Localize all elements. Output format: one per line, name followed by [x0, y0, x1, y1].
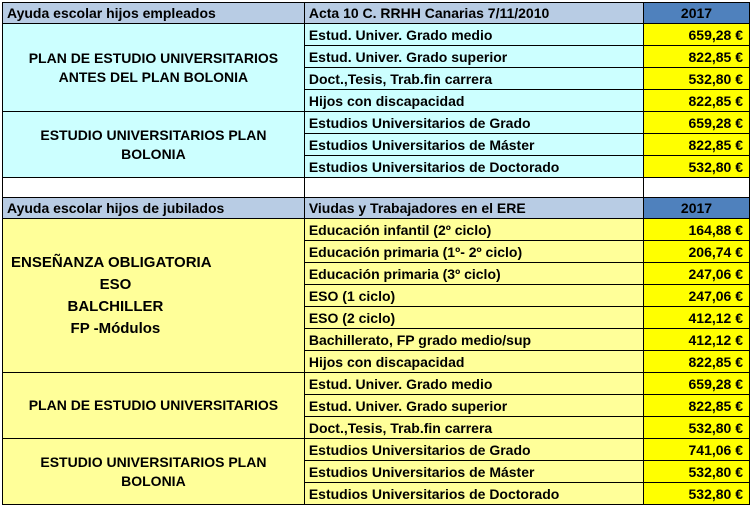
table-row [3, 373, 750, 395]
table-row [3, 24, 750, 46]
row-label[interactable]: ESO (2 ciclo) [304, 307, 643, 329]
row-label[interactable]: Bachillerato, FP grado medio/sup [304, 329, 643, 351]
row-label[interactable]: Estudios Universitarios de Máster [304, 134, 643, 156]
row-label[interactable]: Estud. Univer. Grado superior [304, 395, 643, 417]
row-amount[interactable]: 822,85 € [644, 395, 750, 417]
row-label[interactable]: Estudios Universitarios de Grado [304, 439, 643, 461]
table-row [3, 112, 750, 134]
retirees-subtitle[interactable]: Viudas y Trabajadores en el ERE [304, 198, 643, 219]
retirees-header-row [3, 198, 750, 219]
row-amount[interactable]: 412,12 € [644, 307, 750, 329]
table-row [3, 219, 750, 241]
group-bolonia[interactable]: ESTUDIO UNIVERSITARIOS PLAN BOLONIA [3, 112, 305, 178]
retirees-year[interactable]: 2017 [644, 198, 750, 219]
row-amount[interactable]: 822,85 € [644, 90, 750, 112]
blank-row [3, 178, 750, 198]
row-label[interactable]: Estudios Universitarios de Grado [304, 112, 643, 134]
row-amount[interactable]: 822,85 € [644, 46, 750, 68]
group-line: ESO [99, 275, 132, 293]
row-label[interactable]: Educación infantil (2º ciclo) [304, 219, 643, 241]
retirees-title[interactable]: Ayuda escolar hijos de jubilados [3, 198, 305, 219]
row-amount[interactable]: 822,85 € [644, 351, 750, 373]
spreadsheet [2, 2, 750, 505]
row-amount[interactable]: 206,74 € [644, 241, 750, 263]
row-amount[interactable]: 532,80 € [644, 156, 750, 178]
group-compulsory-education[interactable] [3, 219, 305, 373]
row-label[interactable]: Doct.,Tesis, Trab.fin carrera [304, 68, 643, 90]
blank-cell[interactable] [304, 178, 643, 198]
row-amount[interactable]: 659,28 € [644, 373, 750, 395]
group-line: ENSEÑANZA OBLIGATORIA [11, 253, 212, 271]
row-label[interactable]: Estudios Universitarios de Doctorado [304, 156, 643, 178]
row-label[interactable]: Estud. Univer. Grado medio [304, 24, 643, 46]
row-label[interactable]: ESO (1 ciclo) [304, 285, 643, 307]
row-label[interactable]: Educación primaria (3º ciclo) [304, 263, 643, 285]
row-amount[interactable]: 247,06 € [644, 285, 750, 307]
employees-header-row [3, 3, 750, 24]
group-line: FP -Módulos [70, 319, 161, 337]
row-amount[interactable]: 659,28 € [644, 24, 750, 46]
employees-title[interactable]: Ayuda escolar hijos empleados [3, 3, 305, 24]
row-label[interactable]: Hijos con discapacidad [304, 90, 643, 112]
row-label[interactable]: Estudios Universitarios de Doctorado [304, 483, 643, 505]
row-label[interactable]: Estudios Universitarios de Máster [304, 461, 643, 483]
group-pre-bolonia[interactable]: PLAN DE ESTUDIO UNIVERSITARIOS ANTES DEL PLAN BOLONIA [3, 24, 305, 112]
group-bolonia[interactable]: ESTUDIO UNIVERSITARIOS PLAN BOLONIA [3, 439, 305, 505]
row-amount[interactable]: 412,12 € [644, 329, 750, 351]
row-label[interactable]: Hijos con discapacidad [304, 351, 643, 373]
row-amount[interactable]: 532,80 € [644, 417, 750, 439]
row-label[interactable]: Doct.,Tesis, Trab.fin carrera [304, 417, 643, 439]
row-amount[interactable]: 532,80 € [644, 483, 750, 505]
school-aid-table [2, 2, 750, 505]
blank-cell[interactable] [644, 178, 750, 198]
group-line: BALCHILLER [67, 297, 164, 315]
row-amount[interactable]: 532,80 € [644, 68, 750, 90]
row-amount[interactable]: 741,06 € [644, 439, 750, 461]
row-label[interactable]: Estud. Univer. Grado medio [304, 373, 643, 395]
employees-year[interactable]: 2017 [644, 3, 750, 24]
row-amount[interactable]: 822,85 € [644, 134, 750, 156]
row-amount[interactable]: 532,80 € [644, 461, 750, 483]
row-label[interactable]: Educación primaria (1º- 2º ciclo) [304, 241, 643, 263]
table-row [3, 439, 750, 461]
row-amount[interactable]: 659,28 € [644, 112, 750, 134]
row-label[interactable]: Estud. Univer. Grado superior [304, 46, 643, 68]
blank-cell[interactable] [3, 178, 305, 198]
row-amount[interactable]: 247,06 € [644, 263, 750, 285]
group-university-plan[interactable]: PLAN DE ESTUDIO UNIVERSITARIOS [3, 373, 305, 439]
row-amount[interactable]: 164,88 € [644, 219, 750, 241]
employees-act-reference[interactable]: Acta 10 C. RRHH Canarias 7/11/2010 [304, 3, 643, 24]
